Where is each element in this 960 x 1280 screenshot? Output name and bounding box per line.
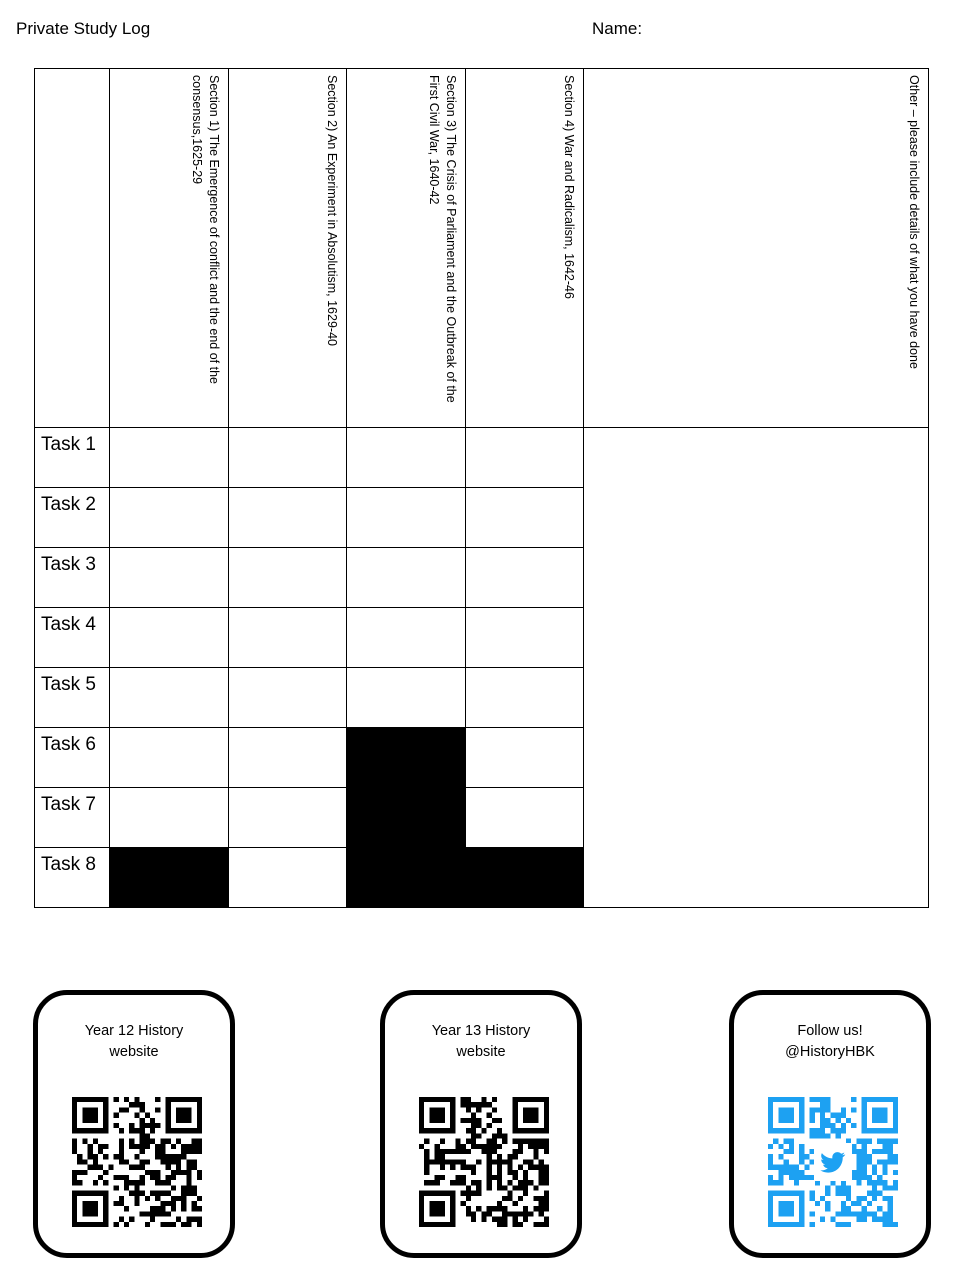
card-caption — [734, 1021, 926, 1063]
row-label: Task 2 — [35, 488, 110, 548]
qr-code-icon[interactable] — [72, 1097, 202, 1227]
log-cell[interactable] — [347, 548, 466, 608]
log-cell[interactable] — [229, 848, 347, 908]
blocked-cell — [347, 728, 466, 908]
log-cell[interactable] — [466, 788, 584, 848]
header-row — [35, 69, 929, 428]
study-log-table — [34, 68, 929, 908]
log-cell[interactable] — [347, 488, 466, 548]
log-cell[interactable] — [229, 668, 347, 728]
log-cell[interactable] — [229, 608, 347, 668]
row-label: Task 6 — [35, 728, 110, 788]
column-header-other — [584, 69, 929, 428]
twitter-bird-icon — [814, 1143, 852, 1181]
log-cell[interactable] — [229, 548, 347, 608]
log-cell[interactable] — [466, 428, 584, 488]
log-cell[interactable] — [466, 548, 584, 608]
log-cell[interactable] — [347, 608, 466, 668]
row-label: Task 3 — [35, 548, 110, 608]
column-header-label: Section 2) An Experiment in Absolutism, 1629-40 — [325, 75, 339, 346]
column-header-label: Section 1) The Emergence of conflict and the end of the consensus,1625-29 — [190, 75, 221, 384]
page-title: Private Study Log — [16, 19, 151, 38]
card-caption-line: Year 12 History — [84, 1023, 184, 1039]
log-cell[interactable] — [229, 488, 347, 548]
column-header-label: Other – please include details of what you have done — [907, 75, 921, 369]
column-header-section-2 — [229, 69, 347, 428]
log-cell[interactable] — [110, 488, 229, 548]
card-caption-line: website — [109, 1044, 159, 1060]
row-label: Task 4 — [35, 608, 110, 668]
blocked-cell — [110, 848, 229, 908]
twitter-qr-code[interactable] — [768, 1097, 898, 1227]
log-cell[interactable] — [466, 728, 584, 788]
row-label: Task 1 — [35, 428, 110, 488]
other-details-area[interactable] — [584, 428, 929, 908]
corner-cell — [35, 69, 110, 428]
table-row — [35, 428, 929, 488]
column-header-label: Section 4) War and Radicalism, 1642-46 — [562, 75, 576, 299]
log-cell[interactable] — [110, 548, 229, 608]
card-caption — [385, 1021, 577, 1063]
card-caption-line: @HistoryHBK — [785, 1044, 875, 1060]
year12-website-card[interactable] — [33, 990, 235, 1258]
row-label: Task 7 — [35, 788, 110, 848]
card-caption-line: website — [456, 1044, 506, 1060]
column-header-section-4 — [466, 69, 584, 428]
blocked-cell — [466, 848, 584, 908]
log-cell[interactable] — [110, 428, 229, 488]
log-cell[interactable] — [110, 608, 229, 668]
card-caption-line: Follow us! — [797, 1023, 863, 1039]
log-cell[interactable] — [347, 668, 466, 728]
log-cell[interactable] — [229, 428, 347, 488]
year13-website-card[interactable] — [380, 990, 582, 1258]
log-cell[interactable] — [466, 488, 584, 548]
log-cell[interactable] — [229, 788, 347, 848]
column-header-label: Section 3) The Crisis of Parliament and the Outbreak of the First Civil War, 1640-42 — [427, 75, 458, 403]
log-cell[interactable] — [466, 608, 584, 668]
log-cell[interactable] — [466, 668, 584, 728]
name-label: Name: — [592, 19, 643, 38]
log-cell[interactable] — [110, 788, 229, 848]
log-cell[interactable] — [110, 668, 229, 728]
twitter-follow-card[interactable] — [729, 990, 931, 1258]
row-label: Task 5 — [35, 668, 110, 728]
log-cell[interactable] — [347, 428, 466, 488]
log-cell[interactable] — [110, 728, 229, 788]
row-label: Task 8 — [35, 848, 110, 908]
card-caption — [38, 1021, 230, 1063]
card-caption-line: Year 13 History — [431, 1023, 531, 1039]
qr-code-icon[interactable] — [419, 1097, 549, 1227]
log-cell[interactable] — [229, 728, 347, 788]
column-header-section-3 — [347, 69, 466, 428]
column-header-section-1 — [110, 69, 229, 428]
